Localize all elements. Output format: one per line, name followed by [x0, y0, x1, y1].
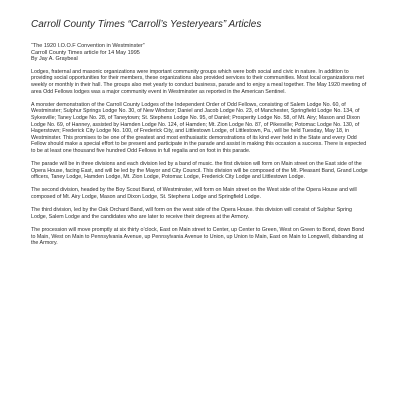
site-title: Carroll County Times “Carroll’s Yesteryears” Articles: [31, 19, 262, 30]
article-byline: By Jay A. Graybeal: [31, 56, 78, 63]
paragraph-procession: The procession will move promptly at six thirty o’clock, East on Main street to Center, up Center to Green, West on Green to Bond, down Bond to Main, West on Main to Pennsylvania Avenue, up Pennsylvania Avenue to Union, up Union to Main, East on Main to Longwell, disbanding at the Armory.: [31, 227, 365, 247]
paragraph-intro: Lodges, fraternal and masonic organizations were important community groups which were both social and civic in nature. In addition to providing social opportunities for their members, these organizations also provided services to their communities. Most local organizations met weekly or monthly in their hall. The groups also met yearly to conduct business, parade and to enjoy a meal together. The May 1920 meeting of area Odd Fellows lodges was a major community event in Westminster as reported in the American Sentinel.: [31, 68, 367, 95]
article-source: Carroll County Times article for 14 May 1995: [31, 49, 140, 56]
article-meta: [31, 43, 369, 63]
article-headline: “The 1920 I.O.O.F Convention in Westminster”: [31, 43, 145, 49]
article-page: [31, 18, 369, 253]
paragraph-third-division: The third division, led by the Oak Orchard Band, will form on the west side of the Opera House. this division will consist of Sulphur Spring Lodge, Salem Lodge and the candidates who are later to receive their degrees at the Armory.: [31, 207, 352, 220]
paragraph-first-division: The parade will be in three divisions and each division led by a band of music. the first division will form on Main street on the East side of the Opera House, facing East, and will be led by the Mayor and City Council. This division will be composed of the Mt. Pleasant Band, Grand Lodge officers, Taney Lodge, Hamden Lodge, Mt. Zion Lodge, Potomac Lodge, Frederick City Lodge and Littlestown Lodge.: [31, 161, 368, 181]
paragraph-second-division: The second division, headed by the Boy Scout Band, of Westminster, will form on Main street on the West side of the Opera House and will composed of Mt. Airy Lodge, Mason and Dixon Lodge, St. Stephens Lodge and Springfield Lodge.: [31, 187, 357, 201]
paragraph-demonstration: A monster demonstration of the Carroll County Lodges of the Independent Order of Odd Fellows, consisting of Salem Lodge No. 60, of Westminster; Sulphur Springs Lodge No. 30, of New Windsor; Daniel and Jacob Lodge No. 23, of Manchester, Springfield Lodge No. 134, of Sykesville; Taney Lodge No. 28, of Taneytown; St. Stephens Lodge No. 95, of Daniel; Prosperity Lodge No. 58, of Mt. Airy; Mason and Dixon Lodge No. 69, of Hanney, assisted by Hamden Lodge No. 124, of Hamden; Mt. Zion Lodge No. 87, of Pikesville; Potomac Lodge No. 130, of Hagerstown; Frederick City Lodge No. 100, of Frederick City, and Littlestown Lodge, of Littlestown, Pa., will be held Tuesday, May 18, in Westminster. This promises to be one of the greatest and most enthusiastic demonstrations of its kind ever held in the State and every Odd Fellow should make a special effort to be present and participate in the parade and assist in making this occasion a success. There is expected to be at least one thousand five hundred Odd Fellows in full regalia and on foot in this parade.: [31, 101, 367, 154]
